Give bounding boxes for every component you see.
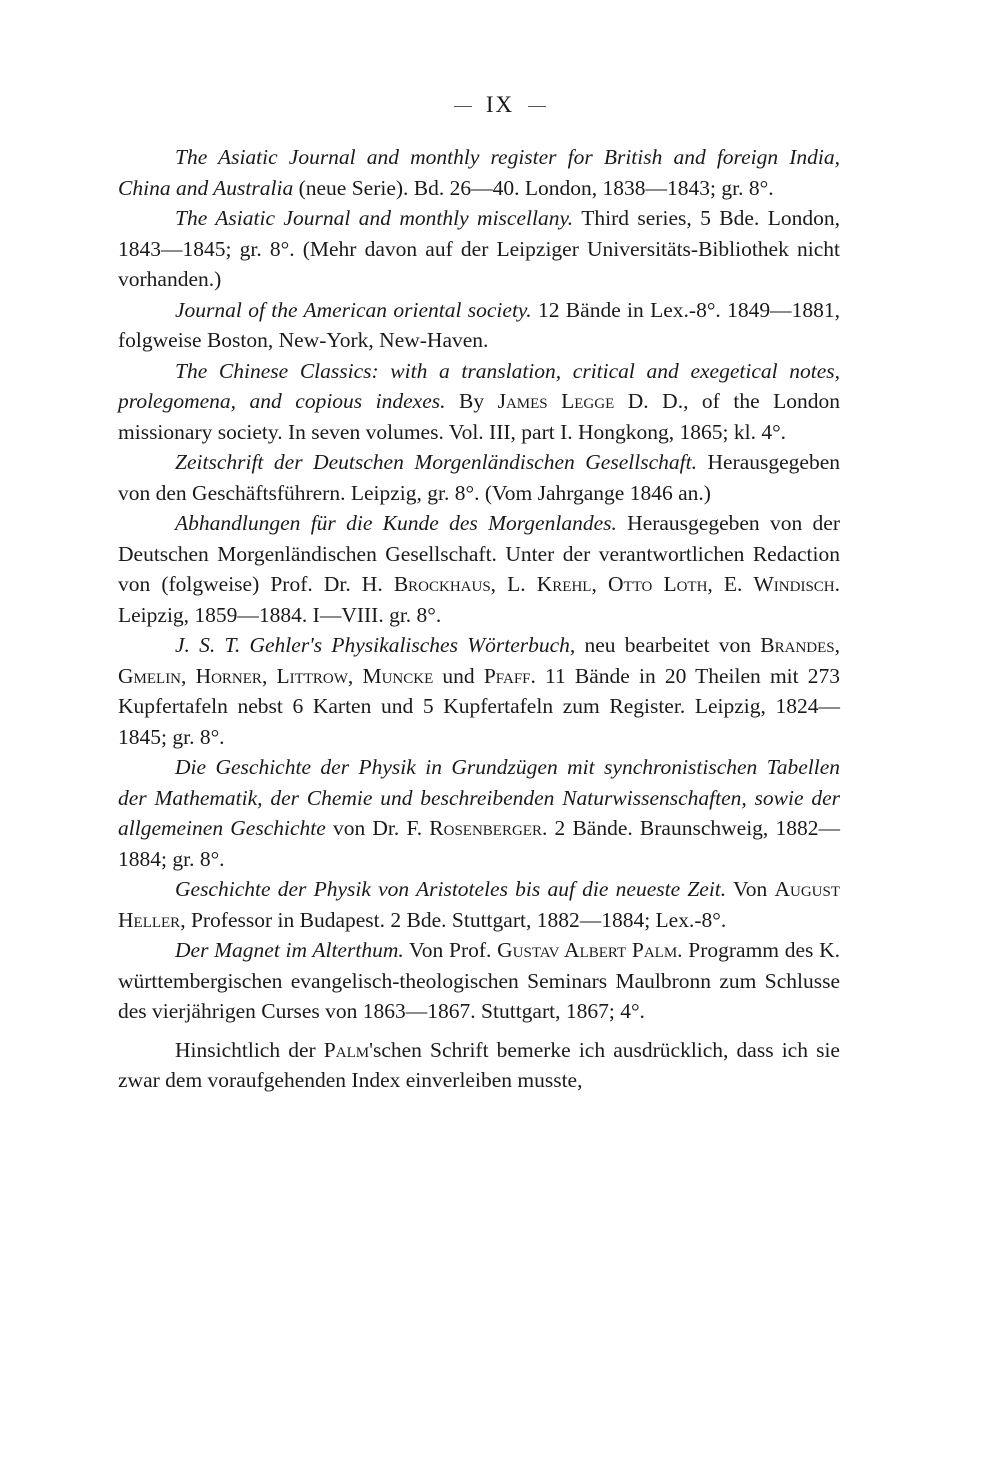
entry-details: , L. (490, 572, 537, 596)
entry-separator: , (261, 663, 277, 688)
entry-details: von Dr. F. (325, 816, 430, 840)
entry-separator: und (433, 663, 484, 688)
entry-details: . 11 Bände in 20 Theilen mit 273 Kupfertafeln nebst 6 Karten und 5 Kupfertafeln zum Register. Leipzig, 1824—1845; gr. 8°. (118, 663, 841, 749)
bibliography-entry (118, 752, 840, 874)
entry-author: Otto Loth (607, 572, 708, 596)
entry-details: Third series, 5 Bde. London, 1843—1845; gr. 8°. (Mehr davon auf der Leipziger Universitäts-Bibliothek nicht vorhanden.) (118, 206, 840, 291)
entry-author: Gmelin (118, 663, 182, 688)
bibliography-entry (118, 935, 840, 1027)
entry-title: Journal of the American oriental society. (175, 297, 532, 322)
entry-title: The Asiatic Journal and monthly register for British and foreign India, China and Australia (118, 145, 840, 200)
entry-details: neu bearbeitet von (575, 633, 761, 657)
entry-author: Krehl (536, 572, 592, 596)
entry-separator: , (834, 633, 840, 657)
bibliography-list (118, 142, 840, 1096)
entry-title: Der Magnet im Alterthum. (175, 938, 404, 962)
entry-author: Gustav Albert Palm (497, 938, 678, 962)
header-dash-left (454, 106, 472, 107)
entry-details: Von (726, 877, 775, 901)
paragraph-text: Hinsichtlich der (175, 1037, 324, 1062)
entry-details: (neue Serie). Bd. 26—40. London, 1838—1843; gr. 8°. (293, 175, 774, 200)
entry-author: Horner (195, 663, 262, 688)
entry-details: . Leipzig, 1859—1884. I—VIII. gr. 8°. (118, 572, 841, 627)
bibliography-entry (118, 203, 840, 295)
entry-separator: , (347, 663, 363, 688)
entry-details: Herausgegeben von der Deutschen Morgenländischen Gesellschaft. Unter der verantwortlichen Redaction von (folgweise) Prof. Dr. H. (118, 511, 840, 596)
page-header (0, 92, 1000, 118)
entry-author: August Heller (118, 877, 841, 932)
entry-title: The Asiatic Journal and monthly miscellany. (175, 206, 574, 230)
entry-details: , E. (707, 572, 754, 596)
paragraph-name: Palm (323, 1037, 370, 1062)
entry-separator: , (181, 663, 196, 688)
entry-title: The Chinese Classics: with a translation, critical and exegetical notes, prolegomena, and copious indexes. (118, 358, 840, 413)
entry-details: D. D., of the London missionary society. In seven volumes. Vol. III, part I. Hongkong, 1865; kl. 4°. (118, 389, 840, 444)
entry-title: Geschichte der Physik von Aristoteles bis auf die neueste Zeit. (175, 877, 727, 901)
entry-author: Windisch (753, 572, 835, 596)
entry-details: By (445, 389, 498, 413)
entry-title: Abhandlungen für die Kunde des Morgenlandes. (175, 511, 617, 535)
bibliography-entry (118, 508, 840, 630)
entry-details: , (591, 572, 608, 596)
entry-title: Die Geschichte der Physik in Grundzügen mit synchronistischen Tabellen der Mathematik, der Chemie und beschreibenden Naturwissenschaften, sowie der allgemeinen Geschichte (118, 755, 840, 840)
bibliography-entry (118, 142, 840, 203)
entry-author: Brandes (760, 633, 835, 657)
header-dash-right (528, 106, 546, 107)
entry-title: J. S. T. Gehler's Physikalisches Wörterbuch, (175, 633, 576, 657)
entry-author: Rosenberger (429, 816, 542, 840)
entry-details: . 2 Bände. Braunschweig, 1882—1884; gr. 8°. (118, 816, 840, 871)
bibliography-entry (118, 630, 840, 752)
entry-details: . Programm des K. württembergischen evangelisch-theologischen Seminars Maulbronn zum Schlusse des vierjährigen Curses von 1863—1867. Stuttgart, 1867; 4°. (118, 938, 841, 1023)
entry-details: 12 Bände in Lex.-8°. 1849—1881, folgweise Boston, New-York, New-Haven. (118, 297, 840, 352)
entry-author: Brockhaus (393, 572, 491, 596)
entry-author: James Legge (497, 389, 615, 413)
bibliography-entry (118, 295, 840, 356)
bibliography-entry (118, 356, 840, 448)
entry-title: Zeitschrift der Deutschen Morgenländischen Gesellschaft. (175, 450, 697, 474)
entry-author: Pfaff (483, 663, 531, 688)
page-number: IX (485, 92, 515, 117)
paragraph-text: 'schen Schrift bemerke ich ausdrücklich, dass ich sie zwar dem voraufgehenden Index einverleiben musste, (118, 1037, 840, 1092)
entry-details: Herausgegeben von den Geschäftsführern. Leipzig, gr. 8°. (Vom Jahrgange 1846 an.) (118, 450, 840, 505)
entry-details: Von Prof. (403, 938, 498, 962)
entry-author: Littrow (276, 663, 348, 688)
bibliography-entry (118, 874, 840, 935)
entry-author: Muncke (362, 663, 434, 688)
entry-details: , Professor in Budapest. 2 Bde. Stuttgart, 1882—1884; Lex.-8°. (180, 907, 727, 932)
closing-paragraph (118, 1035, 840, 1096)
bibliography-entry (118, 447, 840, 508)
